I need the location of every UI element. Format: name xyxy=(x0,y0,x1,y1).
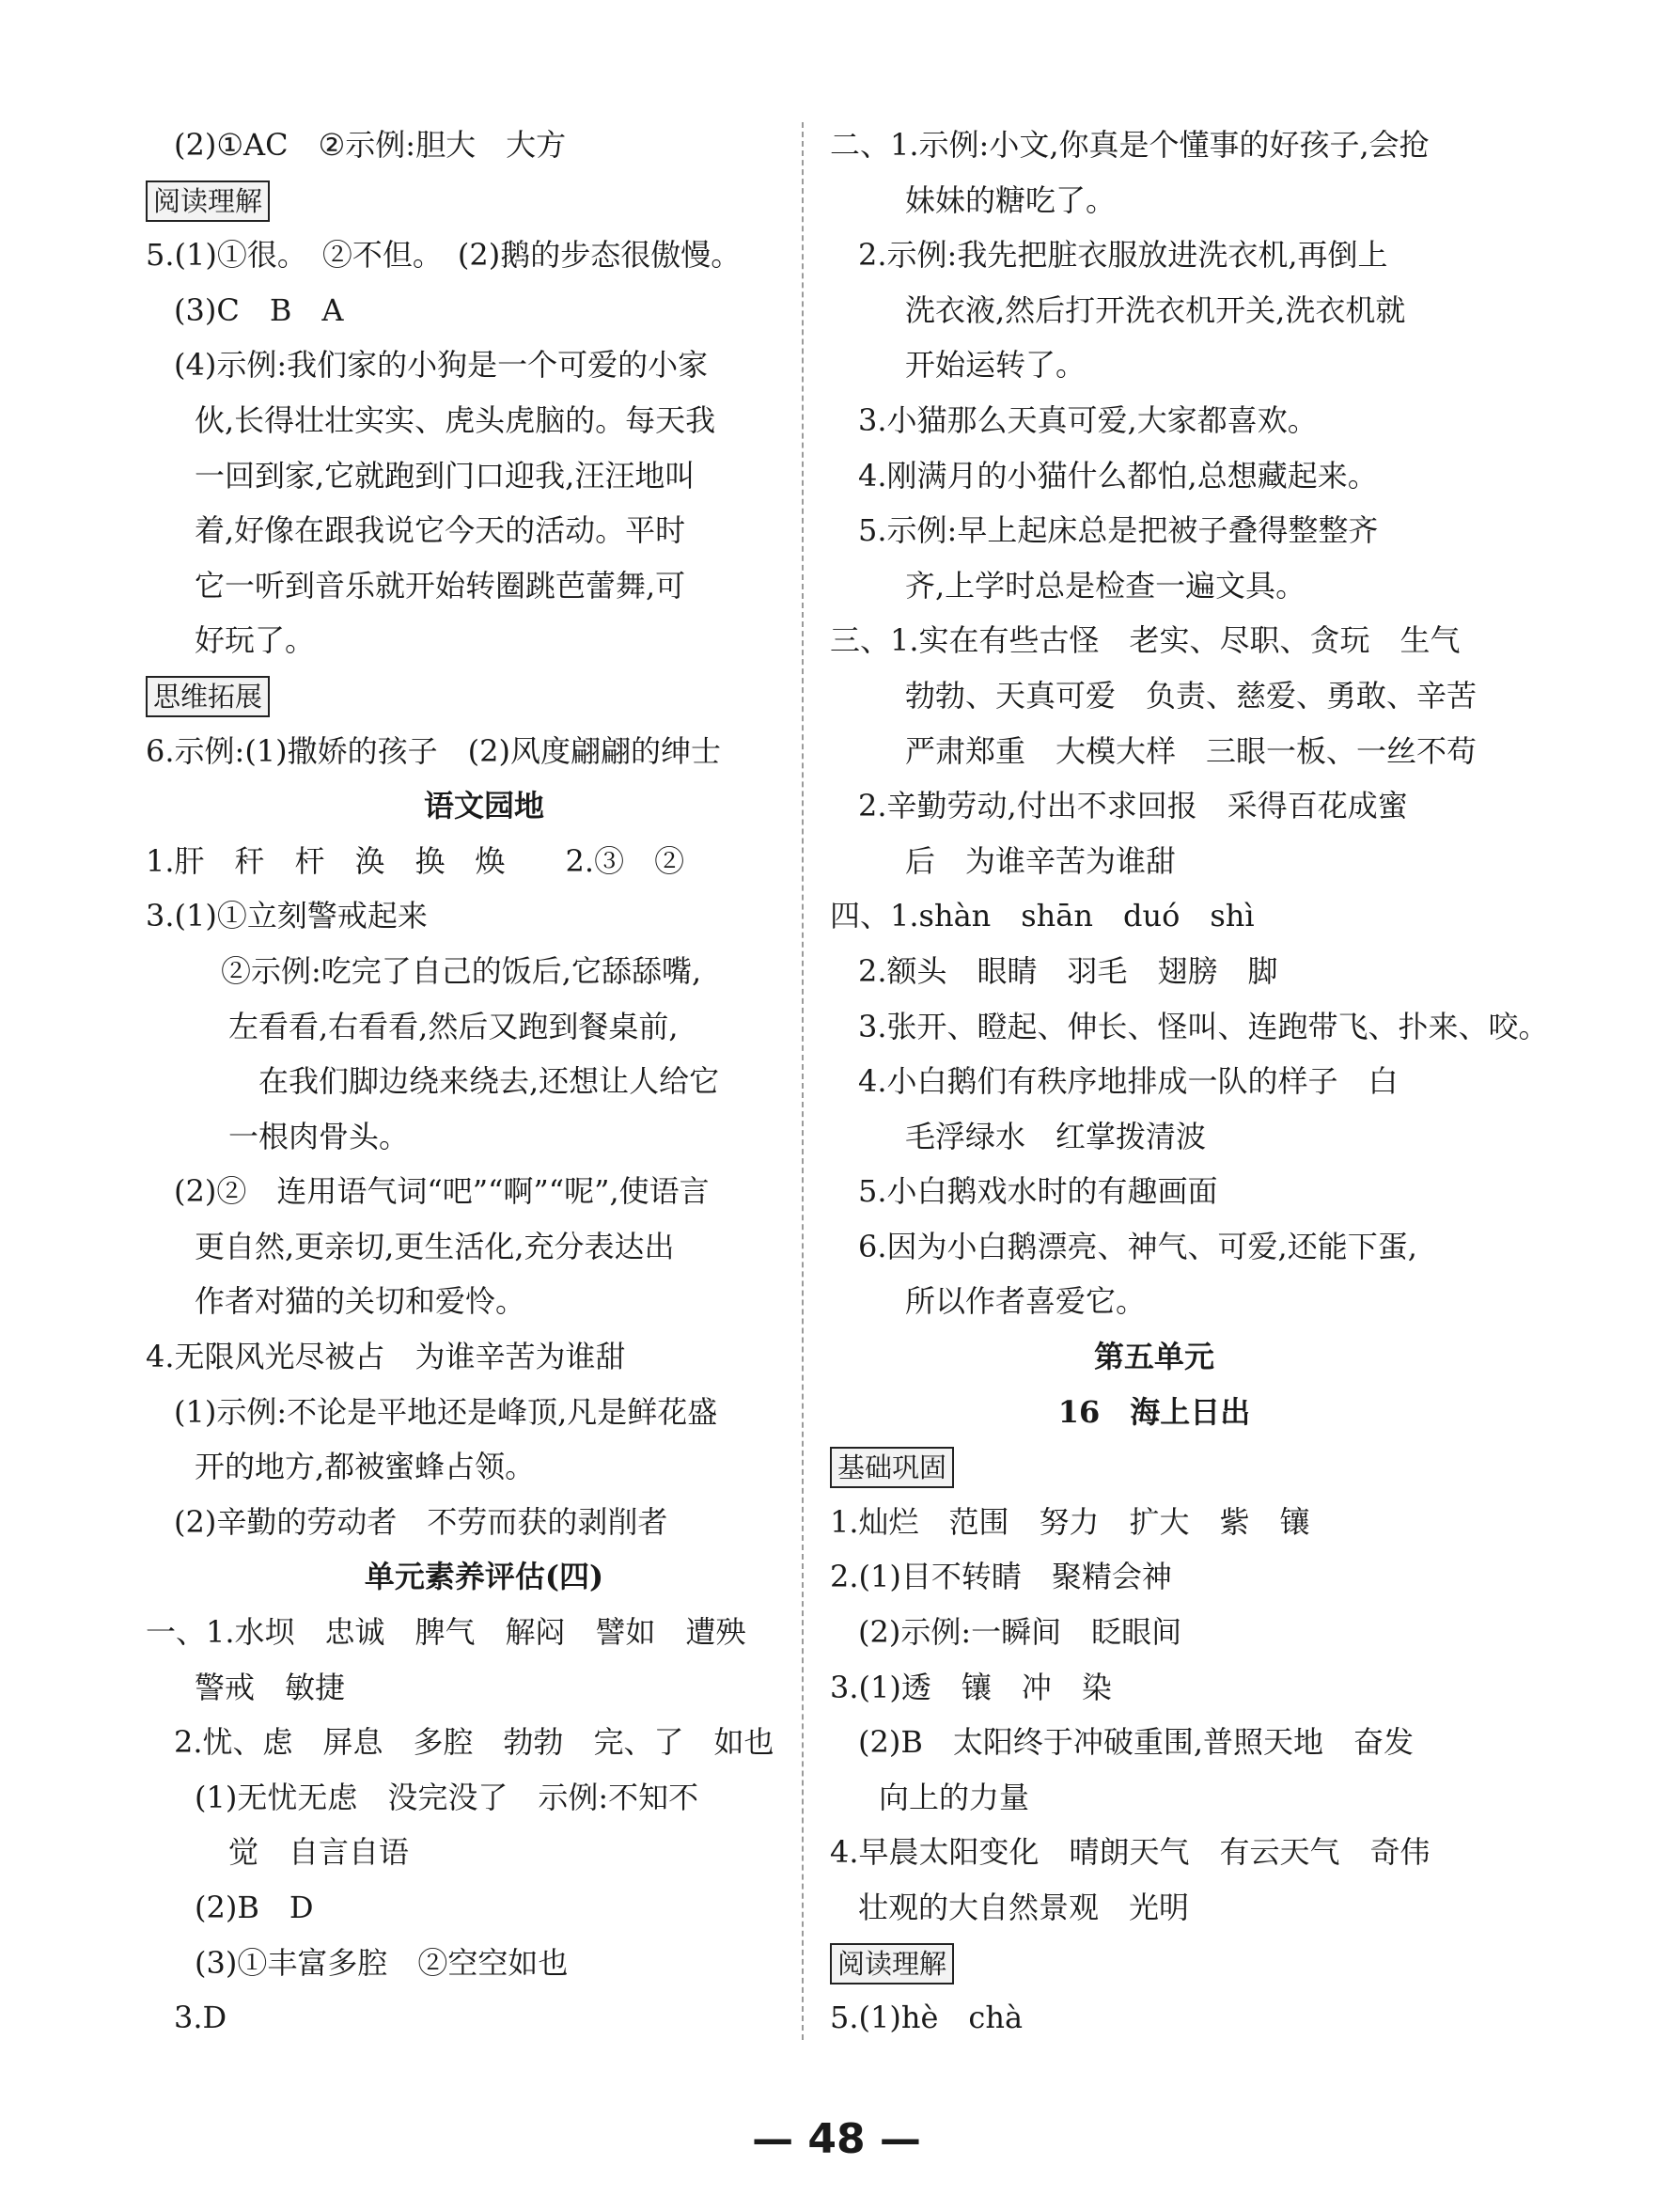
section-tag: 阅读理解 xyxy=(146,180,270,222)
answer-line: 妹妹的糖吃了。 xyxy=(905,181,1117,218)
answer-line: 所以作者喜爱它。 xyxy=(905,1283,1147,1320)
section-tag-row xyxy=(146,173,822,228)
answer-line: 4.刚满月的小猫什么都怕,总想藏起来。 xyxy=(858,457,1378,494)
answer-line: 作者对猫的关切和爱怜。 xyxy=(195,1283,526,1320)
answer-line: 三、1.实在有些古怪 老实、尽职、贪玩 生气 xyxy=(830,622,1461,659)
answer-line: (3)C B A xyxy=(174,291,344,328)
answer-line: 2.(1)目不转睛 聚精会神 xyxy=(830,1559,1172,1595)
answer-line: 5.(1)hè chà xyxy=(830,2000,1024,2036)
answer-line: 2.辛勤劳动,付出不求回报 采得百花成蜜 xyxy=(858,788,1408,824)
answer-line: 向上的力量 xyxy=(879,1779,1030,1815)
section-heading: 语文园地 xyxy=(423,788,544,824)
answer-line: 齐,上学时总是检查一遍文具。 xyxy=(905,567,1306,604)
answer-line: (4)示例:我们家的小狗是一个可爱的小家 xyxy=(174,347,709,384)
answer-line: 开的地方,都被蜜蜂占领。 xyxy=(195,1449,536,1485)
answer-line: 6.示例:(1)撒娇的孩子 (2)风度翩翩的绅士 xyxy=(146,732,721,769)
answer-line: 1.灿烂 范围 努力 扩大 紫 镶 xyxy=(830,1503,1310,1540)
answer-line: 2.额头 眼睛 羽毛 翅膀 脚 xyxy=(858,952,1278,989)
left-column xyxy=(146,118,822,2046)
section-tag: 阅读理解 xyxy=(830,1943,954,1985)
answer-line: (2)辛勤的劳动者 不劳而获的剥削者 xyxy=(174,1503,668,1540)
section-tag-row xyxy=(830,1439,1478,1495)
answer-line: 好玩了。 xyxy=(195,622,316,659)
answer-line: 开始运转了。 xyxy=(905,347,1087,384)
answer-line: 左看看,右看看,然后又跑到餐桌前, xyxy=(228,1008,679,1044)
answer-line: 4.无限风光尽被占 为谁辛苦为谁甜 xyxy=(146,1339,626,1375)
answer-line: 5.(1)①很。 ②不但。 (2)鹅的步态很傲慢。 xyxy=(146,237,742,274)
answer-line: 洗衣液,然后打开洗衣机开关,洗衣机就 xyxy=(905,291,1406,328)
answer-line: 毛浮绿水 红掌拨清波 xyxy=(905,1118,1207,1154)
answer-line: (3)①丰富多腔 ②空空如也 xyxy=(195,1944,569,1981)
answer-line: 2.示例:我先把脏衣服放进洗衣机,再倒上 xyxy=(858,237,1388,274)
answer-line: 着,好像在跟我说它今天的活动。平时 xyxy=(195,512,686,549)
answer-line: (2)② 连用语气词“吧”“啊”“呢”,使语言 xyxy=(174,1173,710,1210)
answer-line: 在我们脚边绕来绕去,还想让人给它 xyxy=(258,1063,720,1100)
answer-line: ②示例:吃完了自己的饭后,它舔舔嘴, xyxy=(221,952,702,989)
answer-line: 4.小白鹅们有秩序地排成一队的样子 白 xyxy=(858,1063,1399,1100)
answer-line: (1)无忧无虑 没完没了 示例:不知不 xyxy=(195,1779,699,1815)
answer-line: 5.小白鹅戏水时的有趣画面 xyxy=(858,1173,1218,1210)
section-tag: 基础巩固 xyxy=(830,1447,954,1488)
answer-line: (2)B 太阳终于冲破重围,普照天地 奋发 xyxy=(858,1724,1415,1761)
answer-line: 勃勃、天真可爱 负责、慈爱、勇敢、辛苦 xyxy=(905,677,1478,714)
answer-line: 6.因为小白鹅漂亮、神气、可爱,还能下蛋, xyxy=(858,1228,1417,1264)
column-divider xyxy=(802,122,804,2040)
answer-line: 1.肝 秆 杆 涣 换 焕 2.③ ② xyxy=(146,842,685,879)
right-column xyxy=(830,118,1549,2046)
answer-line: 3.(1)透 镶 冲 染 xyxy=(830,1669,1112,1705)
answer-line: 5.示例:早上起床总是把被子叠得整整齐 xyxy=(858,512,1379,549)
answer-line: 一根肉骨头。 xyxy=(228,1118,410,1154)
answer-line: 严肃郑重 大模大样 三眼一板、一丝不苟 xyxy=(905,732,1478,769)
answer-line: 伙,长得壮壮实实、虎头虎脑的。每天我 xyxy=(195,401,716,438)
answer-line: 4.早晨太阳变化 晴朗天气 有云天气 奇伟 xyxy=(830,1834,1431,1871)
answer-line: 3.张开、瞪起、伸长、怪叫、连跑带飞、扑来、咬。 xyxy=(858,1008,1549,1044)
section-tag-row xyxy=(146,668,822,724)
answer-line: 壮观的大自然景观 光明 xyxy=(858,1890,1190,1925)
answer-line: 二、1.示例:小文,你真是个懂事的好孩子,会抢 xyxy=(830,127,1430,163)
answer-line: (2)①AC ②示例:胆大 大方 xyxy=(174,127,567,163)
answer-line: (2)B D xyxy=(195,1890,314,1925)
answer-line: 四、1.shàn shān duó shì xyxy=(830,898,1255,934)
section-heading: 16 海上日出 xyxy=(1057,1393,1251,1430)
answer-line: (1)示例:不论是平地还是峰顶,凡是鲜花盛 xyxy=(174,1393,718,1430)
answer-line: 3.小猫那么天真可爱,大家都喜欢。 xyxy=(858,401,1318,438)
section-heading: 第五单元 xyxy=(1093,1339,1214,1375)
answer-line: 警戒 敏捷 xyxy=(195,1669,346,1705)
answer-line: (2)示例:一瞬间 眨眼间 xyxy=(858,1614,1182,1651)
section-tag-row xyxy=(830,1936,1478,1991)
answer-line: 一回到家,它就跑到门口迎我,汪汪地叫 xyxy=(195,457,696,494)
section-heading: 单元素养评估(四) xyxy=(364,1559,604,1595)
answer-line: 它一听到音乐就开始转圈跳芭蕾舞,可 xyxy=(195,567,686,604)
answer-line: 3.(1)①立刻警戒起来 xyxy=(146,898,428,934)
answer-line: 一、1.水坝 忠诚 脾气 解闷 譬如 遭殃 xyxy=(146,1614,746,1651)
answer-line: 后 为谁辛苦为谁甜 xyxy=(905,842,1177,879)
answer-line: 2.忧、虑 屏息 多腔 勃勃 完、了 如也 xyxy=(174,1724,774,1761)
answer-line: 觉 自言自语 xyxy=(228,1834,410,1871)
answer-line: 3.D xyxy=(174,2000,227,2036)
answer-line: 更自然,更亲切,更生活化,充分表达出 xyxy=(195,1228,675,1264)
page-number: — 48 — xyxy=(752,2115,921,2163)
section-tag: 思维拓展 xyxy=(146,676,270,717)
